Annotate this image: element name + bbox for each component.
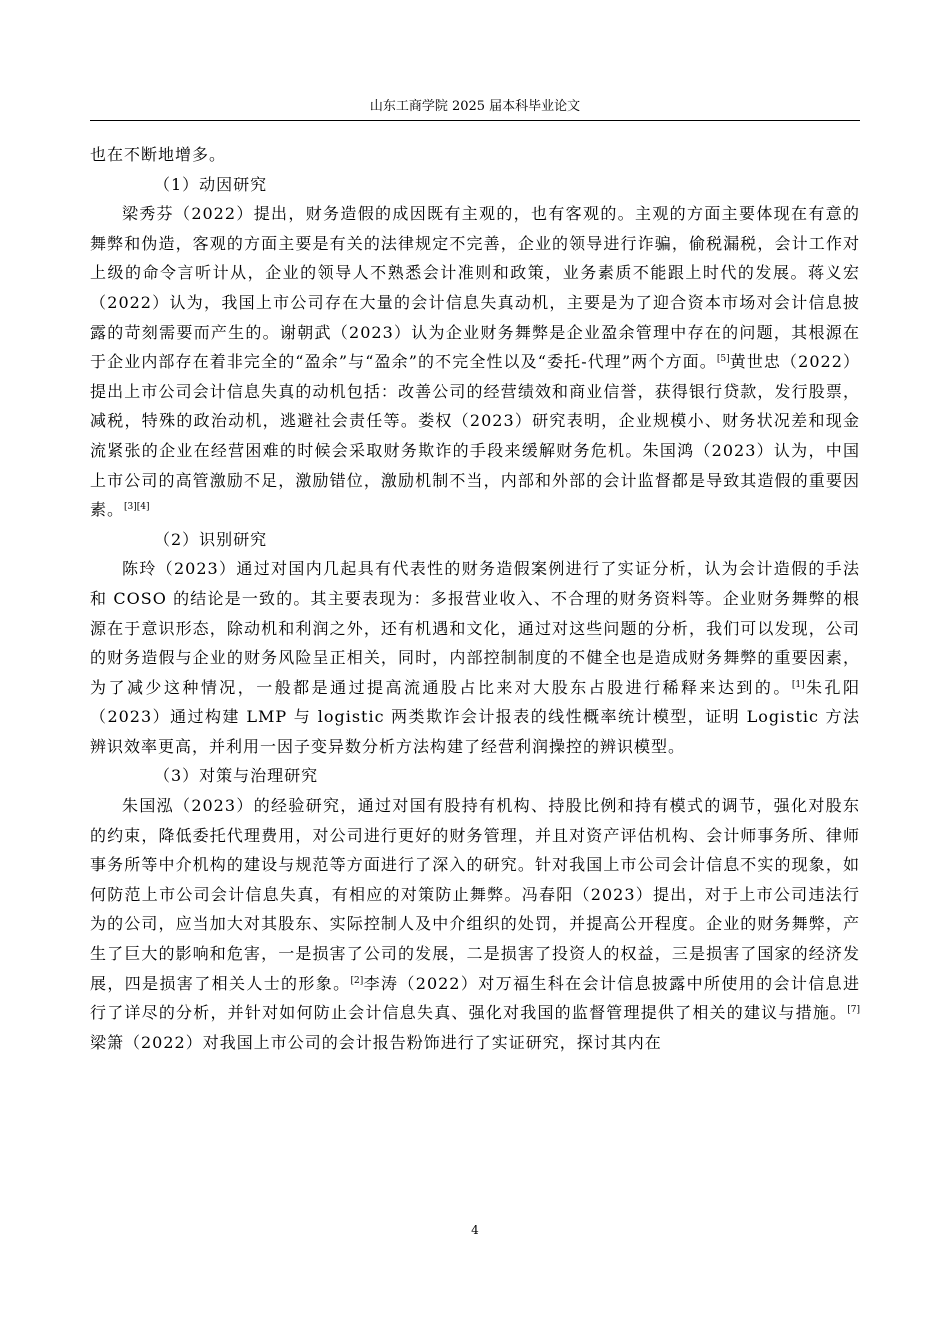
- subheading-motivation: （1）动因研究: [154, 174, 268, 194]
- paragraph-motivation: [90, 199, 860, 525]
- paragraph-text: 朱孔阳（2023）通过构建 LMP 与 logistic 两类欺诈会计报表的线性概率统计模型，证明 Logistic 方法辨识效率更高，并利用一因子变异数分析方法构建了经营利润操控的辨识模型。: [90, 677, 860, 756]
- paragraph-text: 朱国泓（2023）的经验研究，通过对国有股持有机构、持股比例和持有模式的调节，强化对股东的约束，降低委托代理费用，对公司进行更好的财务管理，并且对资产评估机构、会计师事务所、律师事务所等中介机构的建设与规范等方面进行了深入的研究。针对我国上市公司会计信息不实的现象，如何防范上市公司会计信息失真，有相应的对策防止舞弊。冯春阳（2023）提出，对于上市公司违法行为的公司，应当加大对其股东、实际控制人及中介组织的处罚，并提高公开程度。企业的财务舞弊，产生了巨大的影响和危害，一是损害了公司的发展，二是损害了投资人的权益，三是损害了国家的经济发展，四是损害了相关人士的形象。: [90, 796, 860, 993]
- running-header: 山东工商学院 2025 届本科毕业论文: [369, 99, 581, 114]
- subheading-identification: （2）识别研究: [154, 529, 268, 549]
- header-rule: [90, 120, 860, 121]
- paragraph-continuation: 也在不断地增多。: [90, 145, 227, 164]
- paragraph-text: 梁秀芬（2022）提出，财务造假的成因既有主观的，也有客观的。主观的方面主要体现在有意的舞弊和伪造，客观的方面主要是有关的法律规定不完善，企业的领导进行诈骗，偷税漏税，会计工作对上级的命令言听计从，企业的领导人不熟悉会计准则和政策，业务素质不能跟上时代的发展。蒋义宏（2022）认为，我国上市公司存在大量的会计信息失真动机，主要是为了迎合资本市场对会计信息披露的苛刻需要而产生的。谢朝武（2023）认为企业财务舞弊是企业盈余管理中存在的问题，其根源在于企业内部存在着非完全的“盈余”与“盈余”的不完全性以及“委托-代理”两个方面。: [90, 204, 860, 372]
- subheading-governance: （3）对策与治理研究: [154, 766, 319, 786]
- citation: [7]: [847, 1005, 860, 1016]
- paragraph-text: 李涛（2022）对万福生科在会计信息披露中所使用的会计信息进行了详尽的分析，并针对如何防止会计信息失真、强化对我国的监督管理提供了相关的建议与措施。: [90, 973, 860, 1023]
- paragraph-text: 陈玲（2023）通过对国内几起具有代表性的财务造假案例进行了实证分析，认为会计造假的手法和 COSO 的结论是一致的。其主要表现为：多报营业收入、不合理的财务资料等。企业财务舞弊的根源在于意识形态，除动机和利润之外，还有机遇和文化，通过对这些问题的分析，我们可以发现，公司的财务造假与企业的财务风险呈正相关，同时，内部控制制度的不健全也是造成财务舞弊的重要因素，为了减少这种情况，一般都是通过提高流通股占比来对大股东占股进行稀释来达到的。: [90, 559, 860, 697]
- page-number: 4: [471, 1223, 479, 1237]
- paragraph-text: 黄世忠（2022）提出上市公司会计信息失真的动机包括：改善公司的经营绩效和商业信誉，获得银行贷款，发行股票，减税，特殊的政治动机，逃避社会责任等。娄权（2023）研究表明，企业规模小、财务状况差和现金流紧张的企业在经营困难的时候会采取财务欺诈的手段来缓解财务危机。朱国鸿（2023）认为，中国上市公司的高管激励不足，激励错位，激励机制不当，内部和外部的会计监督都是导致其造假的重要因素。: [90, 352, 860, 520]
- body-text: [90, 140, 860, 1057]
- citation: [5]: [716, 354, 730, 365]
- paragraph-identification: [90, 554, 860, 761]
- citation: [2]: [350, 975, 364, 986]
- paragraph-governance: [90, 791, 860, 1057]
- citation: [1]: [791, 679, 805, 690]
- paragraph-text: 梁箫（2022）对我国上市公司的会计报告粉饰进行了实证研究，探讨其内在: [90, 1032, 662, 1052]
- citation: [3][4]: [124, 502, 150, 513]
